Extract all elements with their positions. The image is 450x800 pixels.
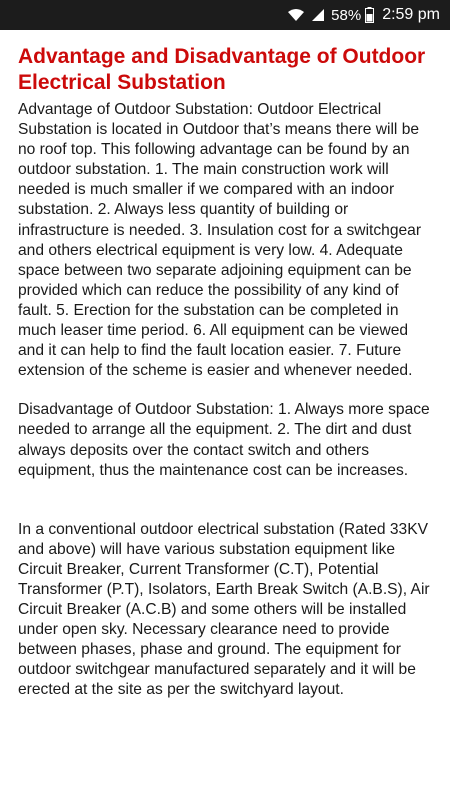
battery-icon: [365, 7, 374, 23]
battery-percent: 58%: [331, 6, 362, 24]
article-paragraph-equipment: In a conventional outdoor electrical substation (Rated 33KV and above) will have various substation equipment like Circuit Breaker, Current Transformer (C.T), Potential Transformer (P.T), Isolators, Earth Break Switch (A.B.S), Air Circuit Breaker (A.C.B) and some others will be installed under open sky. Necessary clearance need to provide between phases, phase and ground. The equipment for outdoor switchgear manufactured separately and it will be erected at the site as per the switchyard layout.: [18, 520, 430, 699]
wifi-icon: [287, 8, 305, 22]
article-paragraph-advantage: Advantage of Outdoor Substation: Outdoor Electrical Substation is located in Outdoor that’s means there will be no roof top. This following advantage can be found by an outdoor substation. 1. The main construction work will needed is much smaller if we compared with an indoor substation. 2. Always less quantity of building or infrastructure is needed. 3. Insulation cost for a switchgear and others electrical equipment is very low. 4. Adequate space between two separate adjoining equipment can be provided which can reduce the possibility of any kind of fault. 5. Erection for the substation can be completed in much leaser time period. 6. All equipment can be viewed and it can help to find the fault location easier. 7. Future extension of the scheme is easier and whenever needed.: [18, 101, 422, 380]
signal-icon: [311, 8, 325, 22]
clock-time: 2:59 pm: [382, 6, 440, 23]
article-paragraph-disadvantage: Disadvantage of Outdoor Substation: 1. Always more space needed to arrange all the equipment. 2. The dirt and dust always deposits over the contact switch and others equipment, thus the maintenance cost can be increases.: [18, 401, 430, 479]
article-title: Advantage and Disadvantage of Outdoor Electrical Substation: [18, 45, 426, 94]
status-bar: [0, 0, 450, 30]
article-scroll-view[interactable]: [0, 30, 450, 800]
